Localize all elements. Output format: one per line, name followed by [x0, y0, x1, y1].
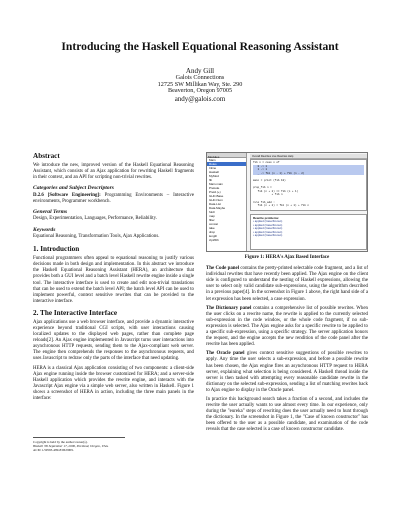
workspace-toolbar[interactable]: Overall Rewrites Live Rewrites Help [250, 154, 367, 159]
module-tree-node[interactable]: Data.List [209, 202, 221, 206]
code-line[interactable]: main = print (fib 10) [253, 178, 286, 182]
module-tree-node[interactable]: zipWith [209, 238, 219, 242]
dictionary-panel-term: The Dictionary panel [206, 305, 252, 311]
module-tree-node[interactable]: Rules [207, 162, 246, 166]
categories-text [33, 193, 194, 205]
rewrite-option[interactable]: • applied (Case/Known) [253, 226, 283, 231]
rewrite-panel [250, 214, 367, 250]
copyright-line-3: ACM 1-59593-489-8/06/0009. [33, 448, 74, 453]
oracle-panel-description: gives context sensitive suggestions of possible rewrites to apply. Any time the user selects a sub-expression, and before a possible rewrite has been chosen, the Ajax engine fires an asynchronous HTTP request to HERA server, explaining what selection is being considered. A Haskell thread inside the server is then tasked with attempting every reasonable candidate rewrite in the dictionary on the selected sub-expression, sending a list of matching rewrites back to Ajax engine to display in the Oracle panel. [206, 351, 368, 393]
paper-title: Introducing the Haskell Equational Reasoning Assistant [61, 40, 339, 53]
code-line[interactable]: rule fib_add : [253, 200, 275, 204]
oracle-panel-term: The Oracle panel [206, 351, 245, 357]
author-block [0, 68, 400, 102]
author-email[interactable]: andy@galois.com [174, 94, 226, 103]
code-line[interactable]: prop_fib n = [253, 186, 272, 190]
rewrite-option[interactable]: • applied (Case/Known) [253, 219, 283, 223]
introduction-heading: 1. Introduction [33, 245, 80, 254]
module-tree-node[interactable]: Haskell [209, 170, 219, 174]
copyright-line-1: Copyright is held by the author/owner(s). [33, 440, 88, 444]
module-tree-node[interactable]: Prelude [209, 186, 220, 190]
abstract-text: We introduce the new, improved version of the Haskell Equational Reasoning Assistant, which consists of an Ajax application for rewriting Haskell fragments in their context, and an API for scripting non-trivial rewrites. [33, 163, 194, 181]
interactive-interface-paragraph-2: HERA is a classical Ajax application consisting of two components: a client-side Ajax engine running inside the browser customized for HERA; and a server-side Haskell application which provides the rewrite engine, and interacts with the Javascript Ajax engine via a simple web server, also written in Haskell. Figure 1 shows a screenshot of HERA in action, including the three main panels in the interface: [33, 365, 194, 402]
left-column [33, 152, 194, 405]
figure-caption: Figure 1: HERA's Ajax Based Interface [244, 255, 330, 260]
dictionary-panel-paragraph [206, 306, 368, 349]
keywords-heading: Keywords [33, 226, 56, 233]
background-search-paragraph: In practice this background search takes a fraction of a second, and includes the rewrite the user actually wants to use almost every time. In our experience, only during the "eureka" steps of rewriting does the user actually need to hunt through the dictionary. In the screenshot in Figure 1, the "Case of known constructor" has been offered to the user as a possible candidate, and examination of the code reveals that the case selected is a case of known constructor candidate. [206, 396, 368, 433]
categories-heading: Categories and Subject Descriptors [33, 185, 114, 192]
code-line[interactable]: 0 -> 1 [253, 165, 364, 169]
author-name: Andy Gill [185, 67, 215, 75]
module-tree-node[interactable]: Data.Maybe [209, 206, 226, 210]
workspace-panel [248, 153, 368, 252]
module-tree-node[interactable]: fib [209, 178, 213, 182]
general-terms-text: Design, Experimentation, Languages, Performance, Reliability. [33, 216, 157, 222]
module-tree-node[interactable]: filter [209, 218, 215, 222]
module-tree-node[interactable]: Main [209, 158, 216, 162]
module-tree-node[interactable]: Inline [209, 166, 217, 170]
oracle-panel-paragraph [206, 351, 368, 394]
module-tree-list [207, 158, 246, 242]
module-tree-node[interactable]: take [209, 226, 215, 230]
code-line[interactable]: fib (n + 2) == fib (n + 1) [253, 189, 299, 193]
code-panel-description: contains the pretty-printed selectable code fragment, and a list of individual rewrites that have recently been applied. The Ajax engine on the client side is configured to understand the nesting of Haskell expressions, allowing the user to select only valid candidate sub-expressions, using the algorithm described in a previous paper[4]. In the screenshot in Figure 1 above, the right hand side of a let expression has been selected, a case expression. [206, 266, 368, 302]
code-line[interactable]: _ -> fib (n - 1) + fib (n - 2) [253, 172, 364, 176]
categories-code: D.2.6 [Software Engineering]: [33, 192, 101, 198]
copyright-line-2: Haskell '06 September 17, 2006, Portland, Oregon, USA. [33, 444, 109, 449]
rewrite-option[interactable]: • applied (Case/Known) [253, 229, 283, 234]
module-tree-node[interactable]: drop [209, 230, 216, 234]
module-tree-node[interactable]: GHC.Num [209, 198, 223, 202]
module-tree-node[interactable]: map [209, 214, 215, 218]
author-address-line-1: 12725 SW Millikan Way, Ste. 290 [157, 80, 243, 88]
module-tree-node[interactable]: Preld.(+) [209, 190, 221, 194]
code-panel-paragraph [206, 266, 368, 303]
module-tree-panel [207, 153, 247, 252]
module-tree-node[interactable]: GHC.Base [209, 194, 224, 198]
code-line[interactable]: fib n = case n of [253, 161, 280, 164]
rewrite-option[interactable]: • applied (Case/Known) [253, 233, 283, 238]
code-panel-term: The Code panel [206, 266, 240, 272]
module-tree-node[interactable]: foldr [209, 210, 215, 214]
dictionary-panel-description: contains a comprehensive list of possible rewrites. When the user clicks on a rewrite name, the rewrite is applied to the currently selected sub-expression in the code window, or the whole code fragment, if no sub-expression is selected. The Ajax engine asks for a specific rewrite to be applied to a specific sub-expression, using a specific strategy. The server application honors the request, and the engine accepts the new rendition of the code panel after the rewrite has been applied. [206, 305, 368, 348]
introduction-text: Functional programmers often appeal to equational reasoning to justify various decisions made in both design and implementation. In this abstract we introduce the Haskell Equational Reasoning Assistant (HERA), an architecture that provides both a GUI level and a batch level Haskell rewrite engine inside a single tool. The interactive interface is used to create and edit non-trivial translations that can be used to extend the batch level API; the batch level API can be used to implement powerful, context sensitive rewrites that can be provided to the interactive interface. [33, 256, 194, 304]
module-tree-node[interactable]: MyMod [209, 174, 219, 178]
module-tree-tabs[interactable]: Modules [207, 153, 246, 158]
module-tree-node[interactable]: length [209, 234, 218, 238]
module-tree-node[interactable]: Main.main [209, 182, 223, 186]
author-address-line-2: Beaverton, Oregon 97005 [167, 87, 233, 95]
code-panel[interactable] [250, 159, 367, 211]
hera-screenshot-figure [206, 152, 368, 252]
abstract-heading: Abstract [33, 152, 60, 160]
interactive-interface-paragraph-1: Ajax applications use a web browser interface, and provide a dynamic interactive experience beyond traditional CGI scripts, with user interactions causing localized updates to the displayed web pages, rather than complete page reloads[2]. An Ajax engine implemented in Javascript turns user interactions into asynchronous HTTP requests, sending them to the Ajax-compliant web server. The engine then comprehends the responses to the asynchronous requests, and uses Javascript to redraw only the parts of the interface that need updating. [33, 319, 194, 362]
rewrite-option[interactable]: • applied (Case/Known) [253, 222, 283, 227]
right-column [206, 152, 368, 437]
categories-rest: Programming Environments – Interactive environments, Programmer workbench. [33, 192, 194, 204]
general-terms-heading: General Terms [33, 208, 68, 215]
author-affiliation: Galois Connections [175, 74, 225, 82]
interactive-interface-heading: 2. The Interactive Interface [33, 308, 118, 317]
rewrite-option-list [253, 220, 364, 238]
code-line[interactable]: fib (n + 2) = fib (n + 1) + fib n [253, 204, 310, 208]
code-line[interactable]: + fib n [253, 193, 283, 197]
copyright-notice [33, 437, 125, 452]
rewrite-panel-label: Rewrite problems: [253, 216, 280, 220]
code-line[interactable]: 1 -> 1 [253, 168, 364, 172]
module-tree-node[interactable]: concat [209, 222, 218, 226]
keywords-text: Equational Reasoning, Transformation Tools, Ajax Applications. [33, 234, 160, 240]
